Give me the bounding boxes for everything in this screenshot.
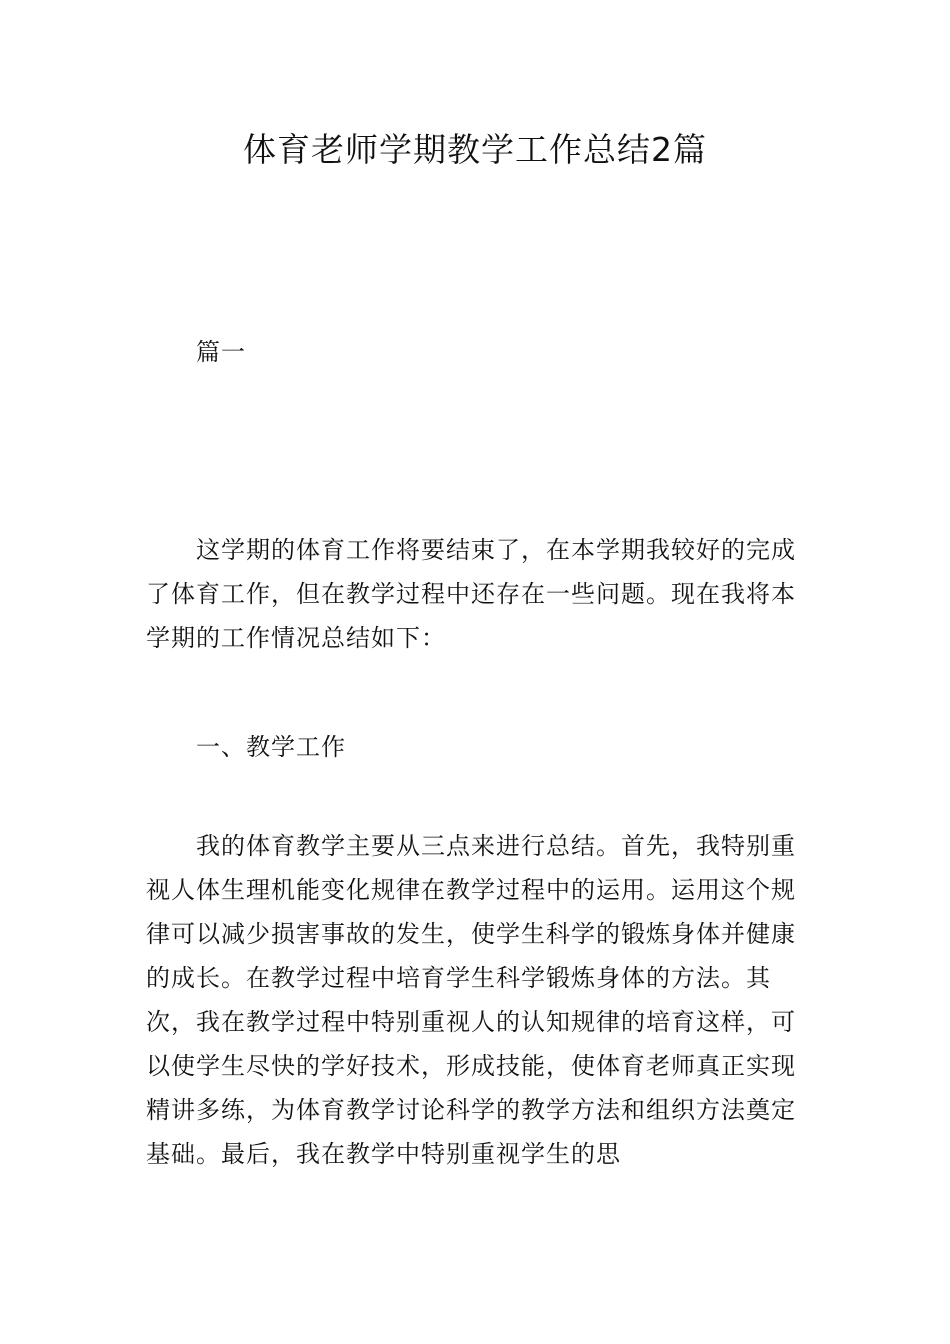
section-label: 篇一 bbox=[196, 338, 246, 366]
document-title: 体育老师学期教学工作总结2篇 bbox=[243, 130, 707, 169]
body-paragraph-1: 这学期的体育工作将要结束了，在本学期我较好的完成了体育工作，但在教学过程中还存在一些问题。现在我将本学期的工作情况总结如下： bbox=[146, 536, 796, 652]
section-heading-teaching-work: 一、教学工作 bbox=[196, 733, 346, 761]
body-paragraph-2: 我的体育教学主要从三点来进行总结。首先，我特别重视人体生理机能变化规律在教学过程中的运用。运用这个规律可以减少损害事故的发生，使学生科学的锻炼身体并健康的成长。在教学过程中培育学生科学锻炼身体的方法。其次，我在教学过程中特别重视人的认知规律的培育这样，可以使学生尽快的学好技术，形成技能，使体育老师真正实现精讲多练，为体育教学讨论科学的教学方法和组织方法奠定基础。最后，我在教学中特别重视学生的思 bbox=[146, 832, 796, 1168]
